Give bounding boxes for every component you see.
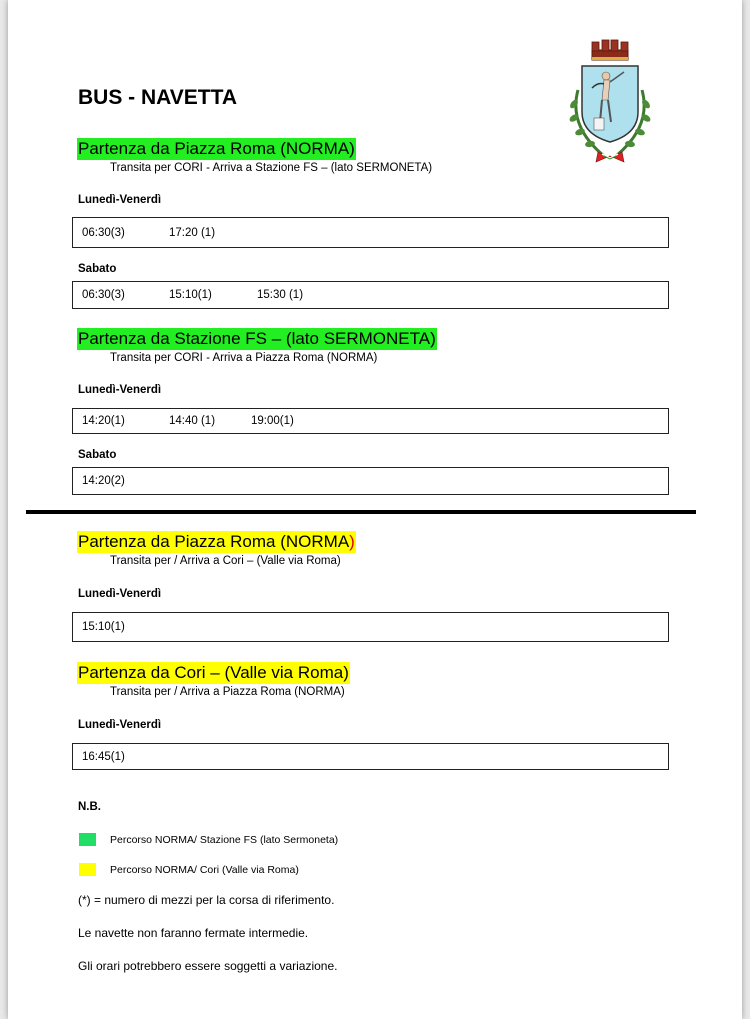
- yellow-legend-swatch: [79, 863, 96, 876]
- timetable-box: [72, 217, 669, 248]
- timetable-box: [72, 281, 669, 309]
- section-heading: Partenza da Stazione FS – (lato SERMONETA): [78, 329, 436, 348]
- departure-time: 17:20 (1): [169, 226, 216, 239]
- departure-time: 15:10(1): [82, 621, 125, 633]
- coat-of-arms-icon: [564, 38, 656, 166]
- page-title: BUS - NAVETTA: [78, 86, 238, 109]
- departure-time: 15:30 (1): [257, 289, 304, 301]
- transit-info: Transita per CORI - Arriva a Stazione FS – (lato SERMONETA): [110, 162, 433, 174]
- nb-label: N.B.: [78, 801, 101, 813]
- section-heading: Partenza da Cori – (Valle via Roma): [78, 663, 349, 682]
- note-text: (*) = numero di mezzi per la corsa di riferimento.: [78, 893, 335, 907]
- timetable-box: [72, 408, 669, 434]
- departure-time: 14:40 (1): [169, 415, 216, 427]
- day-label: Sabato: [78, 263, 117, 275]
- timetable-box: [72, 612, 669, 642]
- section-heading: [77, 531, 356, 553]
- green-legend-swatch: [79, 833, 96, 846]
- departure-time: 14:20(2): [82, 475, 125, 487]
- legend-yellow-text: Percorso NORMA/ Cori (Valle via Roma): [110, 864, 299, 876]
- section-heading-text: Partenza da Piazza Roma (NORMA: [78, 532, 350, 551]
- timetable-box: [72, 467, 669, 495]
- departure-time: 19:00(1): [251, 415, 294, 427]
- transit-info: Transita per / Arriva a Piazza Roma (NORMA): [110, 686, 345, 698]
- departure-time: 16:45(1): [82, 750, 125, 763]
- day-label: Lunedì-Venerdì: [78, 384, 162, 396]
- departure-time: 14:20(1): [82, 415, 125, 427]
- day-label: Sabato: [78, 449, 117, 461]
- document-page: [8, 0, 742, 1019]
- day-label: Lunedì-Venerdì: [78, 719, 162, 731]
- departure-time: 15:10(1): [169, 289, 212, 301]
- transit-info: Transita per CORI - Arriva a Piazza Roma (NORMA): [110, 352, 378, 364]
- section-heading: Partenza da Piazza Roma (NORMA): [78, 139, 355, 158]
- departure-time: 06:30(3): [82, 289, 125, 301]
- section-heading-paren: ): [349, 532, 355, 551]
- legend-green-text: Percorso NORMA/ Stazione FS (lato Sermoneta): [110, 834, 339, 846]
- note-text: Gli orari potrebbero essere soggetti a variazione.: [78, 959, 338, 973]
- departure-time: 06:30(3): [82, 226, 125, 239]
- note-text: Le navette non faranno fermate intermedie.: [78, 926, 309, 940]
- timetable-box: [72, 743, 669, 770]
- day-label: Lunedì-Venerdì: [78, 588, 162, 600]
- transit-info: Transita per / Arriva a Cori – (Valle via Roma): [110, 555, 341, 567]
- section-divider: [26, 510, 696, 514]
- day-label: Lunedì-Venerdì: [78, 194, 162, 206]
